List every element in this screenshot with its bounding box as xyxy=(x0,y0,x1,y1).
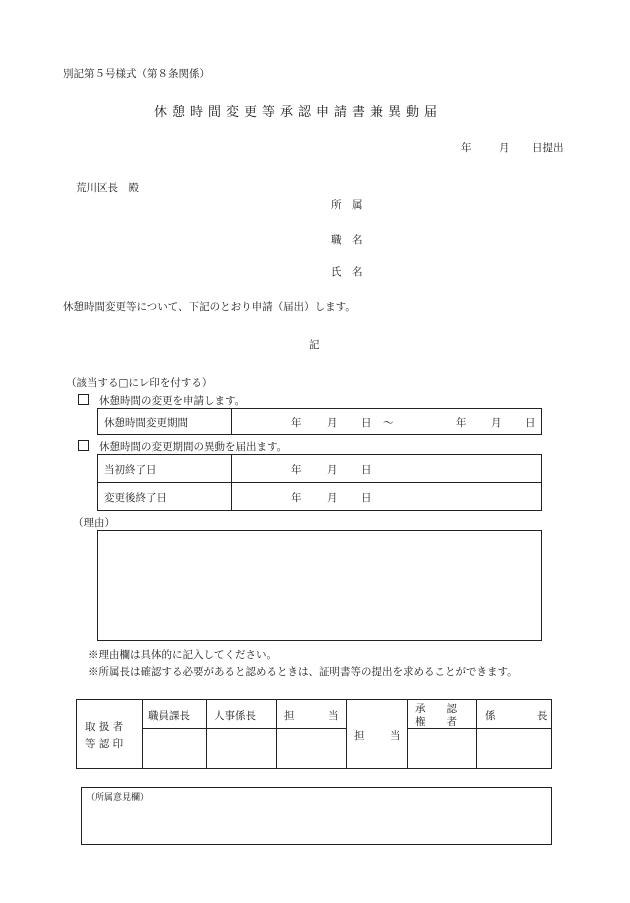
period-start-year: 年 xyxy=(291,417,302,429)
name-label: 氏 名 xyxy=(331,266,363,278)
col-authority-line2: 権 者 xyxy=(415,716,457,728)
col-personnel-chief: 人事係長 xyxy=(214,710,256,722)
changed-end-label: 変更後終了日 xyxy=(104,492,167,504)
col-tantou-tan: 担 xyxy=(354,730,365,742)
handler-line2: 等 認 印 xyxy=(85,738,124,750)
option1-checkbox[interactable] xyxy=(78,394,89,405)
period-label: 休憩時間変更期間 xyxy=(104,417,188,429)
form-title: 休憩時間変更等承認申請書兼異動届 xyxy=(154,105,443,120)
col-staff-tan: 担 xyxy=(284,710,295,722)
col-section-chou: 長 xyxy=(537,710,548,722)
submit-day-label: 日提出 xyxy=(532,142,564,154)
original-end-month: 月 xyxy=(327,464,338,476)
period-end-day: 日 xyxy=(525,417,536,429)
col-authority-line1: 承 認 xyxy=(415,703,457,715)
option1-label: 休憩時間の変更を申請します。 xyxy=(99,395,246,407)
original-end-day: 日 xyxy=(361,464,372,476)
option2-label: 休憩時間の変更期間の異動を届出ます。 xyxy=(99,441,288,453)
handler-line1: 取 扱 者 xyxy=(85,721,124,733)
changed-end-month: 月 xyxy=(327,492,338,504)
option1-row xyxy=(78,393,245,408)
option2-checkbox[interactable] xyxy=(78,440,89,451)
instruction-text: （該当する□にレ印を付する） xyxy=(66,377,213,389)
period-tilde: ～ xyxy=(383,417,394,429)
col-staff-chief: 職員課長 xyxy=(148,710,190,722)
option2-row xyxy=(78,439,287,454)
period-start-month: 月 xyxy=(327,417,338,429)
intro-text: 休憩時間変更等について、下記のとおり申請（届出）します。 xyxy=(63,301,356,313)
period-end-year: 年 xyxy=(456,417,467,429)
opinion-label: （所属意見欄） xyxy=(86,793,150,803)
period-end-month: 月 xyxy=(491,417,502,429)
original-end-year: 年 xyxy=(291,464,302,476)
submit-year-label: 年 xyxy=(461,142,472,154)
note-1: ※理由欄は具体的に記入してください。 xyxy=(88,649,277,661)
position-label: 職 名 xyxy=(331,234,363,246)
ki-heading: 記 xyxy=(309,339,320,351)
period-start-day: 日 xyxy=(361,417,372,429)
affiliation-label: 所 属 xyxy=(331,199,363,211)
reason-label: （理由） xyxy=(73,517,115,529)
submit-month-label: 月 xyxy=(499,142,510,154)
changed-end-year: 年 xyxy=(291,492,302,504)
note-2: ※所属長は確認する必要があると認めるときは、証明書等の提出を求めることができます。 xyxy=(88,666,518,678)
original-end-label: 当初終了日 xyxy=(104,464,157,476)
changed-end-day: 日 xyxy=(361,492,372,504)
col-staff-tou: 当 xyxy=(328,710,339,722)
opinion-box[interactable] xyxy=(81,787,552,845)
form-number: 別記第５号様式（第８条関係） xyxy=(63,68,210,80)
reason-input-box[interactable] xyxy=(97,530,542,641)
addressee: 荒川区長 殿 xyxy=(76,182,139,194)
col-section-kakari: 係 xyxy=(485,710,496,722)
col-tantou-tou: 当 xyxy=(390,730,401,742)
